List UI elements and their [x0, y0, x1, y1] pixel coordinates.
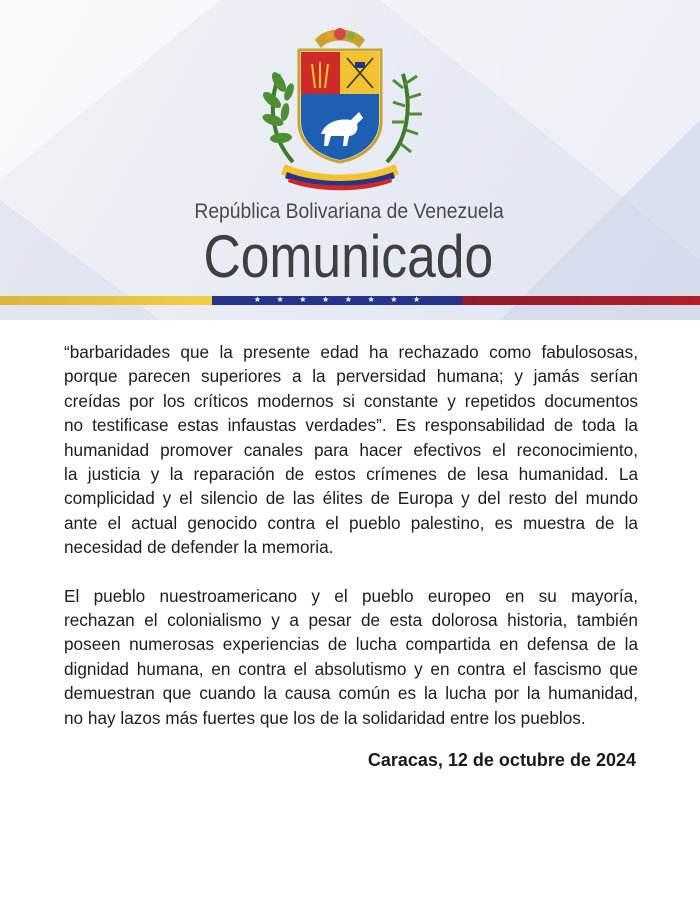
text-line: complicidad y el silencio de las élites de Europa y del resto del mundo [64, 488, 638, 509]
header-banner [0, 0, 700, 320]
star-icon: ★ [367, 295, 375, 304]
star-icon: ★ [344, 295, 352, 304]
text-line: El pueblo nuestroamericano y el pueblo europeo en su mayoría, [64, 585, 638, 606]
coat-of-arms-icon [255, 22, 425, 194]
paragraph-1 [64, 340, 638, 560]
star-icon: ★ [276, 295, 284, 304]
text-line: creídas por los críticos modernos si constante y repetidos documentos [64, 390, 638, 411]
paragraph-2 [64, 584, 638, 730]
text-line: rechazan el colonialismo y a pesar de esta dolorosa historia, también [64, 610, 638, 631]
text-line: porque parecen superiores a la perversidad humana; y jamás serían [64, 366, 638, 387]
text-line: demuestran que cuando la causa común es la lucha por la humanidad, [64, 683, 638, 704]
text-line: dignidad humana, en contra el absolutismo y en contra el fascismo que [64, 658, 638, 679]
text-line: necesidad de defender la memoria. [64, 537, 334, 558]
text-line: ante el actual genocido contra el pueblo palestino, es muestra de la [64, 512, 638, 533]
communique-body [64, 340, 638, 730]
text-line: poseen numerosas experiencias de lucha compartida en defensa de la [64, 634, 638, 655]
stars-row [212, 293, 462, 307]
flag-stripe-yellow [0, 296, 212, 305]
flag-stripe-red [462, 296, 700, 305]
flag-stripe-blue [212, 296, 462, 305]
star-icon: ★ [322, 295, 330, 304]
star-icon: ★ [253, 295, 261, 304]
text-line: no testificase estas infaustas verdades”. Es responsabilidad de toda la [64, 415, 638, 436]
text-line: humanidad promover canales para hacer efectivos el reconocimiento, [64, 439, 638, 460]
star-icon: ★ [413, 295, 421, 304]
signature-date: Caracas, 12 de octubre de 2024 [367, 750, 636, 770]
text-line: “barbaridades que la presente edad ha rechazado como fabulososas, [64, 342, 638, 362]
page-title: Comunicado [203, 223, 494, 290]
flag-stripe [0, 296, 700, 305]
republic-name: República Bolivariana de Venezuela [194, 200, 504, 223]
text-line: no hay lazos más fuertes que los de la solidaridad entre los pueblos. [64, 707, 586, 728]
star-icon: ★ [299, 295, 307, 304]
star-icon: ★ [390, 295, 398, 304]
text-line: la justicia y la reparación de estos crímenes de lesa humanidad. La [64, 464, 638, 485]
